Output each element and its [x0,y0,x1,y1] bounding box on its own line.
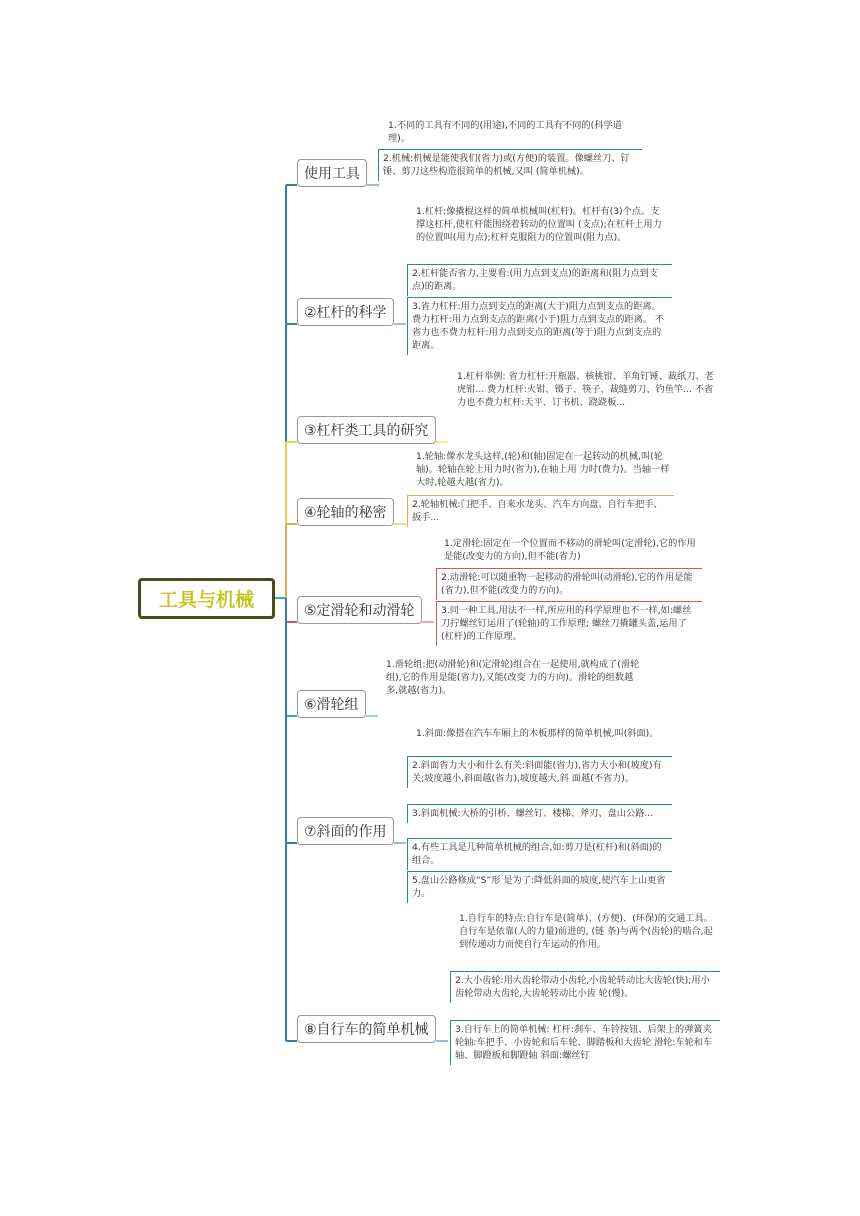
branch-lever-science[interactable]: ②杠杆的科学 [297,298,394,326]
branch-bicycle[interactable]: ⑧自行车的简单机械 [297,1015,436,1043]
branch-pulleys[interactable]: ⑤定滑轮和动滑轮 [297,596,422,624]
leaf-wheelaxle-2: 2.轮轴机械:门把手、自来水龙头、汽车方向盘、自行车把手、扳手... [407,495,674,527]
branch-lever-tools[interactable]: ③杠杆类工具的研究 [297,416,436,444]
leaf-lever-1: 1.杠杆:像撬棍这样的简单机械叫(杠杆)。杠杆有(3)个点。支撑这杠杆,使杠杆能围绕着转动的位置叫 (支点);在杠杆上用力的位置叫(用力点);杠杆克服阻力的位置叫(阻力点)。 [416,206,662,243]
branch-use-tools[interactable]: 使用工具 [297,159,367,187]
leaf-pulley-2: 2.动滑轮:可以随重物一起移动的滑轮叫(动滑轮),它的作用是能(省力),但不能(改变力的方向)。 [436,568,702,600]
leaf-lever-3: 3.省力杠杆:用力点到支点的距离(大于)阻力点到支点的距离。 费力杠杆:用力点到支点的距离(小于)阻力点到支点的距离。 不省力也不费力杠杆:用力点到支点的距离(等于)阻力点到支点的距离。 [407,297,672,355]
leaf-tools-2: 2.机械:机械是能使我们(省力)或(方便)的装置。像螺丝刀、钉锤、剪刀这些构造很简单的机械,又叫 (简单机械)。 [378,149,642,181]
leaf-incline-4: 4.有些工具是几种简单机械的组合,如:剪刀是(杠杆)和(斜面)的组合。 [407,838,672,870]
branch-incline[interactable]: ⑦斜面的作用 [297,817,394,845]
leaf-incline-3: 3.斜面机械:大桥的引桥、螺丝钉、楼梯、斧刃、盘山公路... [407,804,672,823]
leaf-incline-2: 2.斜面省力大小和什么有关:斜面能(省力),省力大小和(坡度)有关;坡度越小,斜面越(省力),坡度越大,斜 面越(不省力)。 [407,756,672,788]
leaf-wheelaxle-1: 1.轮轴:像水龙头这样,(轮)和(轴)固定在一起转动的机械,叫(轮轴)。轮轴在轮上用力时(省力),在轴上用 力时(费力)。当轴一样大时,轮越大越(省力)。 [416,451,670,488]
leaf-levertools-1: 1.杠杆举例: 省力杠杆:开瓶器、核桃钳、羊角钉锤、裁纸刀、老虎钳... 费力杠杆:火钳、镊子、筷子、裁缝剪刀、钓鱼竿... 不省力也不费力杠杆:天平、订书机、跷跷板... [457,371,714,408]
leaf-incline-1: 1.斜面:像搭在汽车车厢上的木板那样的简单机械,叫(斜面)。 [416,728,659,739]
leaf-tools-1: 1.不同的工具有不同的(用途),不同的工具有不同的(科学道理)。 [388,120,622,144]
branch-wheel-axle[interactable]: ④轮轴的秘密 [297,498,394,526]
root-node[interactable]: 工具与机械 [138,578,275,619]
branch-pulley-block[interactable]: ⑥滑轮组 [297,690,366,718]
leaf-bicycle-1: 1.自行车的特点:自行车是(简单)、(方便)、(环保)的交通工具。自行车是依靠(人的力量)前进的, (链 条)与两个(齿轮)的啮合,起到传递动力而使自行车运动的作用。 [459,913,713,950]
leaf-pulley-1: 1.定滑轮:固定在一个位置而不移动的滑轮叫(定滑轮),它的作用是能(改变力的方向),但不能(省力) [444,538,696,562]
leaf-pulley-3: 3.同一种工具,用法不一样,所应用的科学原理也不一样,如:螺丝刀拧螺丝钉运用了(轮轴)的工作原理; 螺丝刀撬罐头盖,运用了(杠杆)的工作原理。 [436,601,702,646]
leaf-lever-2: 2.杠杆能否省力,主要看:(用力点到支点)的距离和(阻力点到支点)的距离。 [407,264,672,296]
leaf-bicycle-3: 3.自行车上的简单机械: 杠杆:刹车、车铃按钮、后架上的弹簧夹 轮轴:车把手、小齿轮和后车轮、脚踏板和大齿轮 滑轮:车轮和车轴、脚蹬板和脚蹬轴 斜面:螺丝钉 [450,1020,720,1065]
leaf-incline-5: 5.盘山公路修成“S”形 是为了:降低斜面的坡度,使汽车上山更省力。 [407,871,672,903]
leaf-pulleyblock-1: 1.滑轮组:把(动滑轮)和(定滑轮)组合在一起使用,就构成了(滑轮组),它的作用是能(省力),又能(改变 力的方向)。滑轮的组数越多,就越(省力)。 [386,659,640,696]
leaf-bicycle-2: 2.大小齿轮:用大齿轮带动小齿轮,小齿轮转动比大齿轮(快);用小齿轮带动大齿轮,大齿轮转动比小齿 轮(慢)。 [450,971,720,1003]
